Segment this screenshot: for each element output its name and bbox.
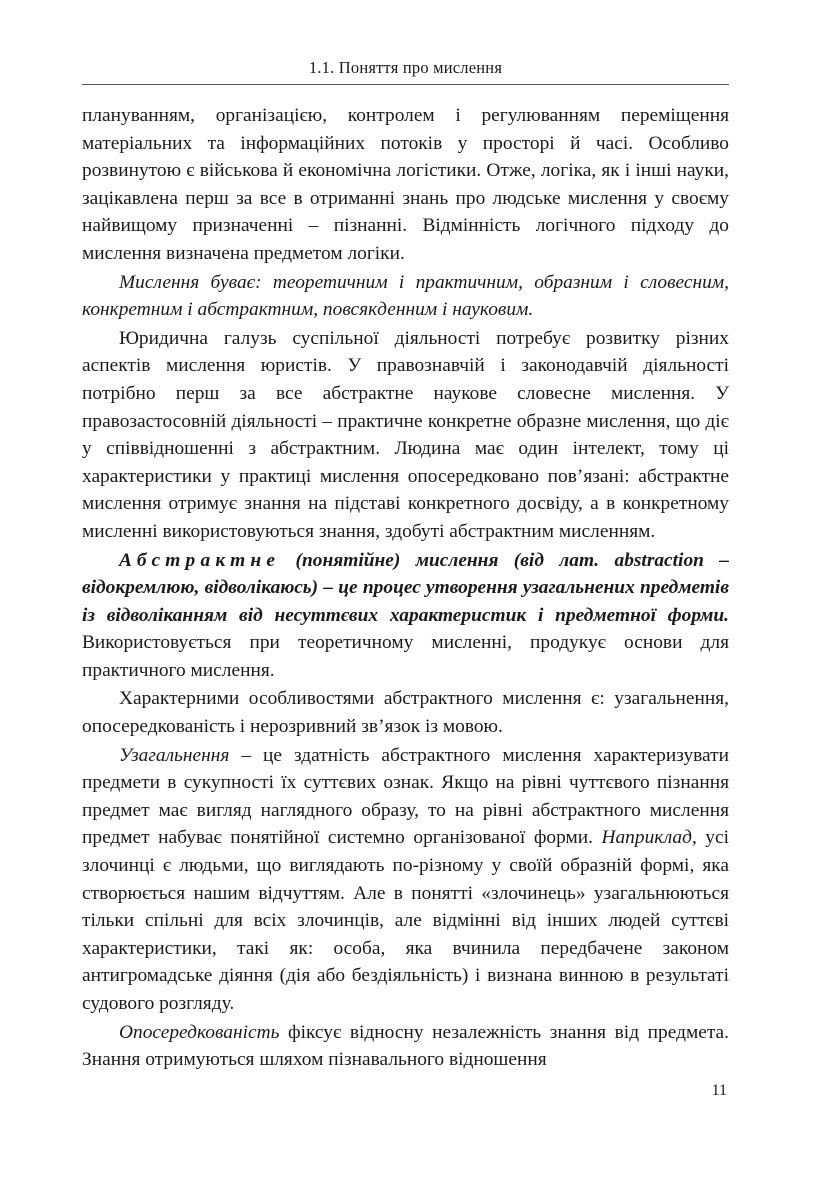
paragraph-generalization [82,742,729,1018]
thinking-types-text: Мислення буває: теоретичним і практичним, образним і словесним, конкретним і абстрактним, повсякденним і науковим. [82,271,729,321]
abstract-usage-text: Використовується при теоретичному мисленні, продукує основи для практичного мислення. [82,632,729,681]
term-abstract: Абстрактне [119,549,281,571]
term-mediation: Опосередкованість [119,1021,280,1043]
page-body [82,102,729,1074]
generalization-text-1: – це здатність абстрактного мислення характеризувати предмети в сукупності їх суттєвих ознак. Якщо на рівні чуттєвого пізнання предмет має вигляд наглядного образу, то на рівні абстрактного мислення предмет набуває понятійної системно організованої форми. [82,744,729,849]
paragraph-mediation [82,1019,729,1074]
generalization-text-2: , усі злочинці є людьми, що виглядають по-різному у своїй образній формі, яка створюється нашим відчуттям. Але в понятті «злочинець» узагальнюються тільки спільні для всіх злочинців, але відмінні від інших людей суттєві характеристики, такі як: особа, яка вчинила передбачене законом антигромадське діяння (дія або бездіяльність) і визнана винною в результаті судового розгляду. [82,827,729,1014]
running-header: 1.1. Поняття про мислення [308,58,503,77]
example-marker: Наприклад [601,827,692,849]
paragraph-abstract-definition [82,547,729,685]
header-rule [82,84,729,85]
paragraph-features: Характерними особливостями абстрактного мислення є: узагальнення, опосередкованість і нерозривний зв’язок із мовою. [82,688,729,738]
abstract-definition-text: (понятійне) мислення (від лат. abstraction – відокремлюю, відволікаюсь) – це процес утворення узагальнених предметів із відволіканням від несуттєвих характеристик і предметної форми. [82,549,729,626]
page-number: 11 [711,1082,727,1099]
paragraph-thinking-types [82,269,729,324]
paragraph-legal-thinking: Юридична галузь суспільної діяльності потребує розвитку різних аспектів мислення юристів. У правознавчій і законодавчій діяльності потрібно перш за все абстрактне наукове словесне мислення. У правозастосовній діяльності – практичне конкретне образне мислення, що діє у співвідношенні з абстрактним. Людина має один інтелект, тому ці характеристики у практиці мислення опосередковано пов’язані: абстрактне мислення отримує знання на підставі конкретного досвіду, а в конкретному мисленні використовуються знання, здобуті абстрактним мисленням. [82,327,729,542]
paragraph-logistics: плануванням, організацією, контролем і регулюванням переміщення матеріальних та інформаційних потоків у просторі й часі. Особливо розвинутою є військова й економічна логістики. Отже, логіка, як і інші науки, зацікавлена перш за все в отриманні знань про людське мислення у своєму найвищому призначенні – пізнанні. Відмінність логічного підходу до мислення визначена предметом логіки. [82,105,729,264]
term-generalization: Узагальнення [119,744,230,766]
mediation-text: фіксує відносну незалежність знання від предмета. Знання отримуються шляхом пізнавального відношення [82,1021,729,1071]
